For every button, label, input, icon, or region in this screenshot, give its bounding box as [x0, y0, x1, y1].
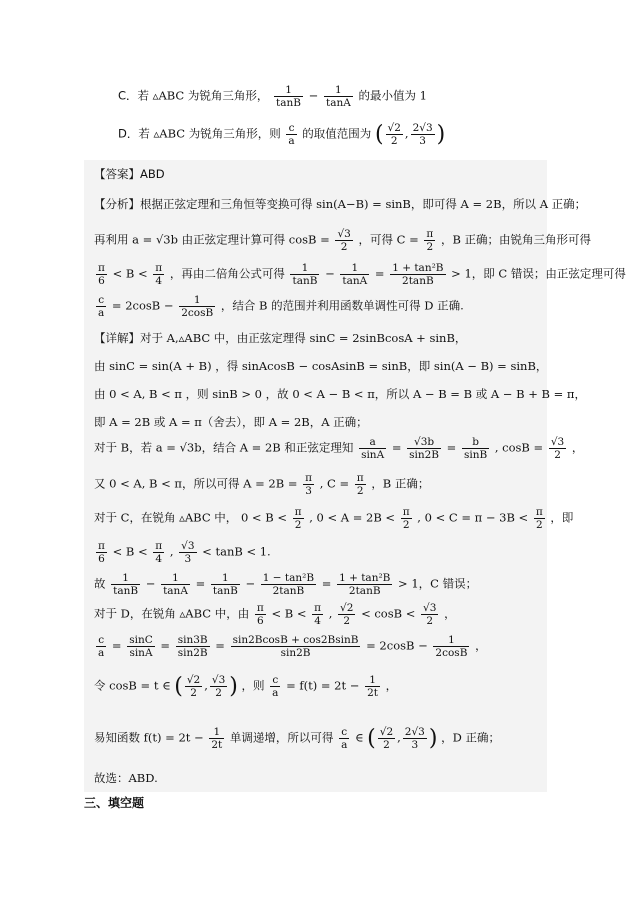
open-paren: (	[374, 122, 384, 147]
analysis-line-2: 再利用 a = √3b 由正弦定理计算可得 cosB = $\frac{√3}{2}$ ，可得 C = $\frac{\pi}{2}$ ，B 正确；由锐角三角形可得	[94, 228, 592, 253]
detail-line-14: 故选：ABD.	[94, 771, 158, 785]
detail-line-8: $\frac{\pi}{6}$ < B < $\frac{\pi}{4}$ , $\frac{√3}{3}$ < tanB < 1.	[98, 540, 271, 565]
detail-line-9: 故 $\frac{1}{\tan B}$ − $\frac{1}{\tan A}$ = $\frac{1}{\tan B}$ − $\frac{\text{1 − tan²B}}{2\tan B}$ = $\frac{\text{1 + tan²B}}{2\tan B}$ > 1，C 错误；	[94, 572, 478, 597]
answer-line: 【答案】ABD	[94, 167, 165, 181]
frac: $\frac{2√3}{3}$	[412, 122, 433, 147]
frac: $\frac{1}{\tan A}$	[325, 84, 351, 109]
option-c: C．若 ▵ABC 为锐角三角形， $\frac{1}{\tan B}$ − $\frac{1}{\tan A}$ 的最小值为 1	[118, 84, 427, 109]
detail-line-13: 易知函数 f(t) = 2t − $\frac{1}{2t}$ 单调递增，所以可得 $\frac{c}{a}$ ∈ ( $\frac{√2}{2}$ , $\frac{2√3}{3}$ ) ，D 正确；	[94, 726, 500, 751]
detail-line-5: 对于 B，若 a = √3b，结合 A = 2B 和正弦定理知 $\frac{a}{\sin A}$ = $\frac{√3b}{\sin 2B}$ = $\frac{b}{\sin B}$ , cosB = $\frac{√3}{2}$ ，	[94, 436, 584, 461]
frac: $\frac{√2}{2}$	[387, 122, 401, 147]
detail-line-1: 【详解】对于 A,▵ABC 中，由正弦定理得 sinC = 2sinBcosA + sinB，	[94, 331, 467, 345]
frac: $\frac{1}{\tan B}$	[276, 84, 302, 109]
detail-line-7: 对于 C，在锐角 ▵ABC 中， 0 < B < $\frac{\pi}{2}$ , 0 < A = 2B < $\frac{\pi}{2}$ , 0 < C = π − 3B < $\frac{\pi}{2}$ ，即	[94, 506, 574, 531]
analysis-line-1: 【分析】根据正弦定理和三角恒等变换可得 sin(A−B) = sinB，即可得 A = 2B，所以 A 正确；	[94, 197, 587, 211]
detail-line-10: 对于 D，在锐角 ▵ABC 中，由 $\frac{\pi}{6}$ < B < $\frac{\pi}{4}$ , $\frac{√2}{2}$ < cosB < $\frac{√3}{2}$ ，	[94, 602, 456, 627]
detail-line-12: 令 cosB = t ∈ ( $\frac{√2}{2}$ , $\frac{√3}{2}$ ) ，则 $\frac{c}{a}$ = f(t) = 2t − $\frac{1}{2t}$ ，	[94, 674, 398, 699]
analysis-line-4: $\frac{c}{a}$ = 2cosB − $\frac{1}{2\cos B}$ ，结合 B 的范围并利用函数单调性可得 D 正确.	[98, 294, 464, 319]
frac: $\frac{c}{a}$	[288, 122, 295, 147]
option-d: D．若 ▵ABC 为锐角三角形，则 $\frac{c}{a}$ 的取值范围为 ( $\frac{√2}{2}$ , $\frac{2√3}{3}$ )	[118, 122, 446, 147]
section-heading: 三、填空题	[84, 796, 145, 810]
close-paren: )	[436, 122, 446, 147]
detail-line-2: 由 sinC = sin(A + B) ，得 sinAcosB − cosAsinB = sinB，即 sin(A − B) = sinB，	[94, 359, 548, 373]
detail-line-11: $\frac{c}{a}$ = $\frac{\sin C}{\sin A}$ = $\frac{\sin 3B}{\sin 2B}$ = $\frac{\sin 2BcosB + \cos 2BsinB}{\sin 2B}$ = 2cosB − $\frac{1}{2\cos B}$ ，	[98, 634, 487, 659]
detail-line-4: 即 A = 2B 或 A = π（舍去），即 A = 2B，A 正确；	[94, 415, 368, 429]
detail-line-6: 又 0 < A, B < π，所以可得 A = 2B = $\frac{\pi}{3}$ , C = $\frac{\pi}{2}$ ，B 正确；	[94, 472, 430, 497]
detail-line-3: 由 0 < A, B < π ，则 sinB > 0 ，故 0 < A − B < π，所以 A − B = B 或 A − B + B = π，	[94, 387, 586, 401]
analysis-line-3: $\frac{\pi}{6}$ < B < $\frac{\pi}{4}$ ，再由二倍角公式可得 $\frac{1}{\tan B}$ − $\frac{1}{\tan A}$ = $\frac{\text{1 + tan²B}}{2\tan B}$ > 1，即 C 错误；由正弦定理可得	[98, 262, 626, 287]
